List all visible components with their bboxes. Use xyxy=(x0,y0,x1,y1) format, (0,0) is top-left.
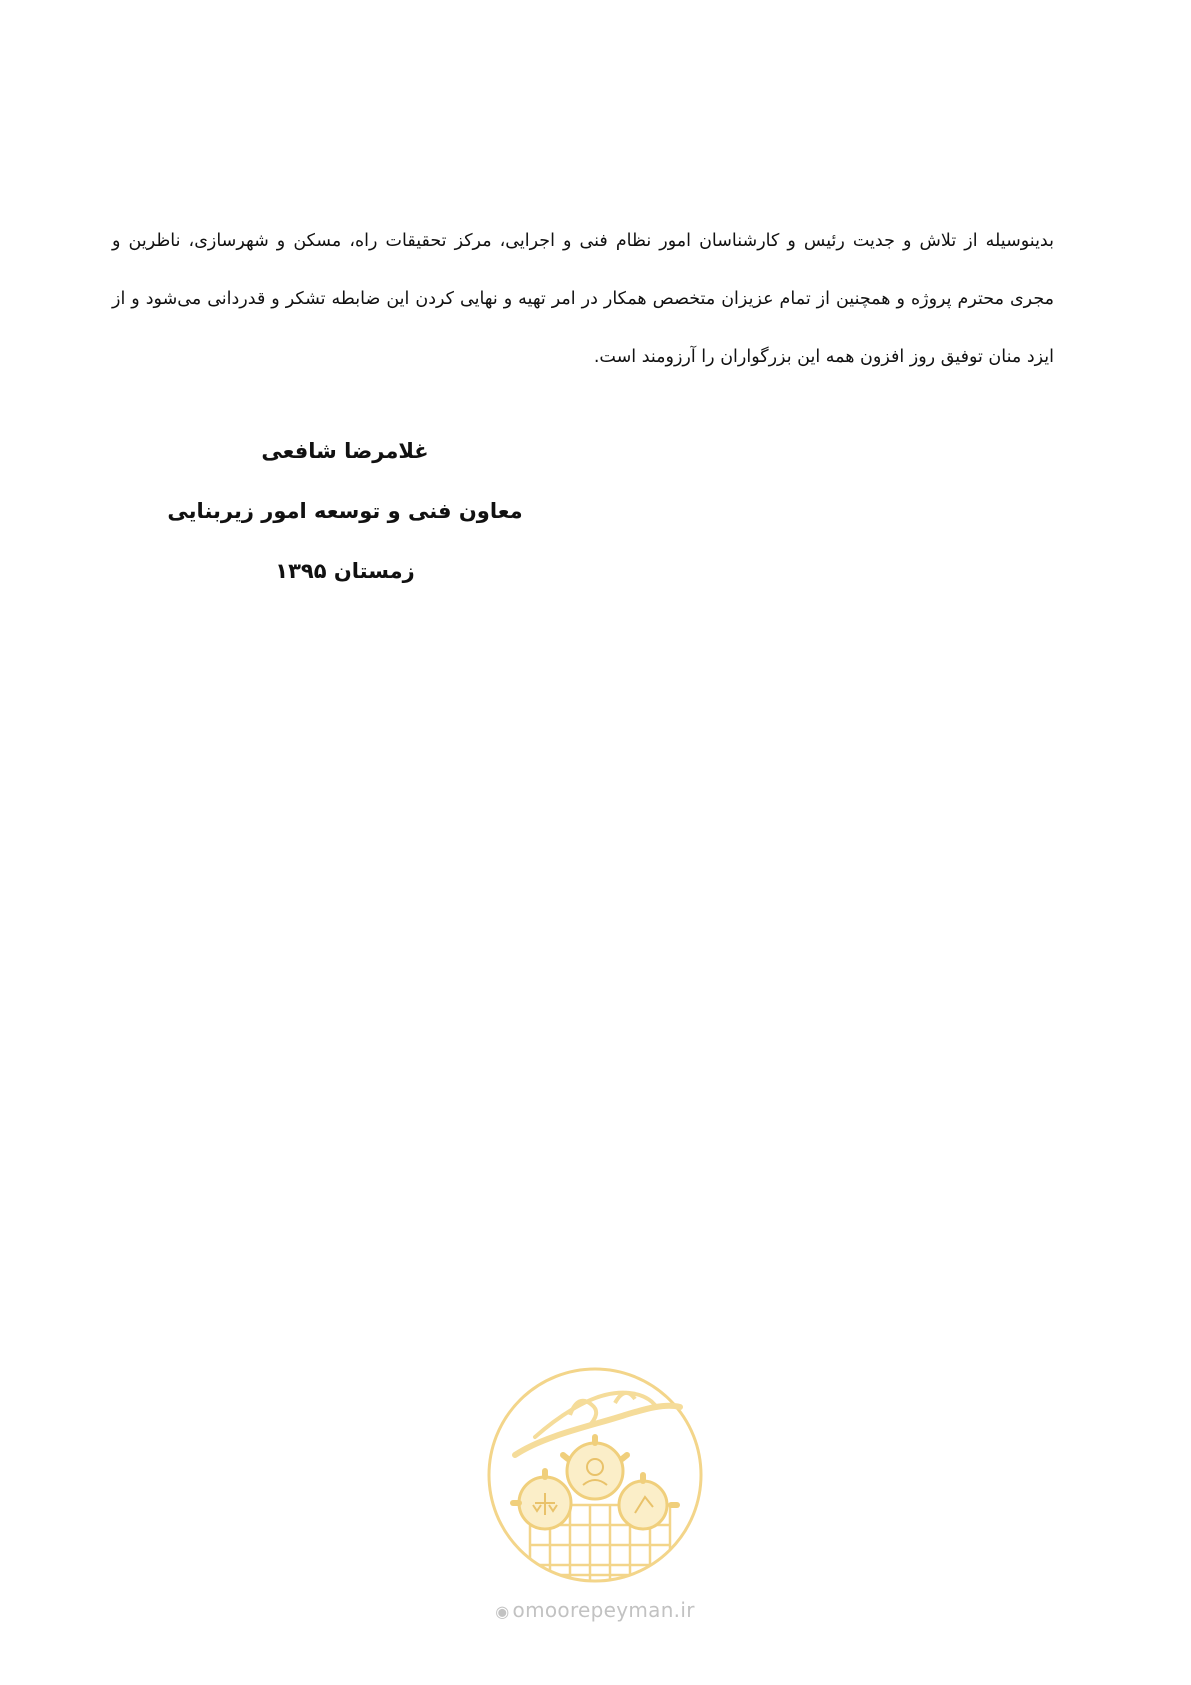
signature-date: زمستان ۱۳۹۵ xyxy=(275,559,415,583)
watermark-website xyxy=(475,1598,715,1622)
website-text: omoorepeyman.ir xyxy=(512,1598,695,1622)
paragraph-line: بدینوسیله از تلاش و جدیت رئیس و کارشناسان امور نظام فنی و اجرایی، مرکز تحقیقات راه، مسکن و شهرسازی، ناظرین و xyxy=(112,231,1054,251)
signature-block xyxy=(160,436,530,616)
watermark-logo xyxy=(475,1355,715,1595)
globe-icon: ◉ xyxy=(495,1602,510,1621)
paragraph-line: ایزد منان توفیق روز افزون همه این بزرگواران را آرزومند است. xyxy=(593,347,1054,367)
signatory-position: معاون فنی و توسعه امور زیربنایی xyxy=(167,499,523,523)
acknowledgement-paragraph xyxy=(112,212,1054,386)
paragraph-line: مجری محترم پروژه و همچنین از تمام عزیزان متخصص همکار در امر تهیه و نهایی کردن این ضابطه تشکر و قدردانی می‌شود و از xyxy=(112,289,1054,309)
signatory-name: غلامرضا شافعی xyxy=(261,439,429,463)
